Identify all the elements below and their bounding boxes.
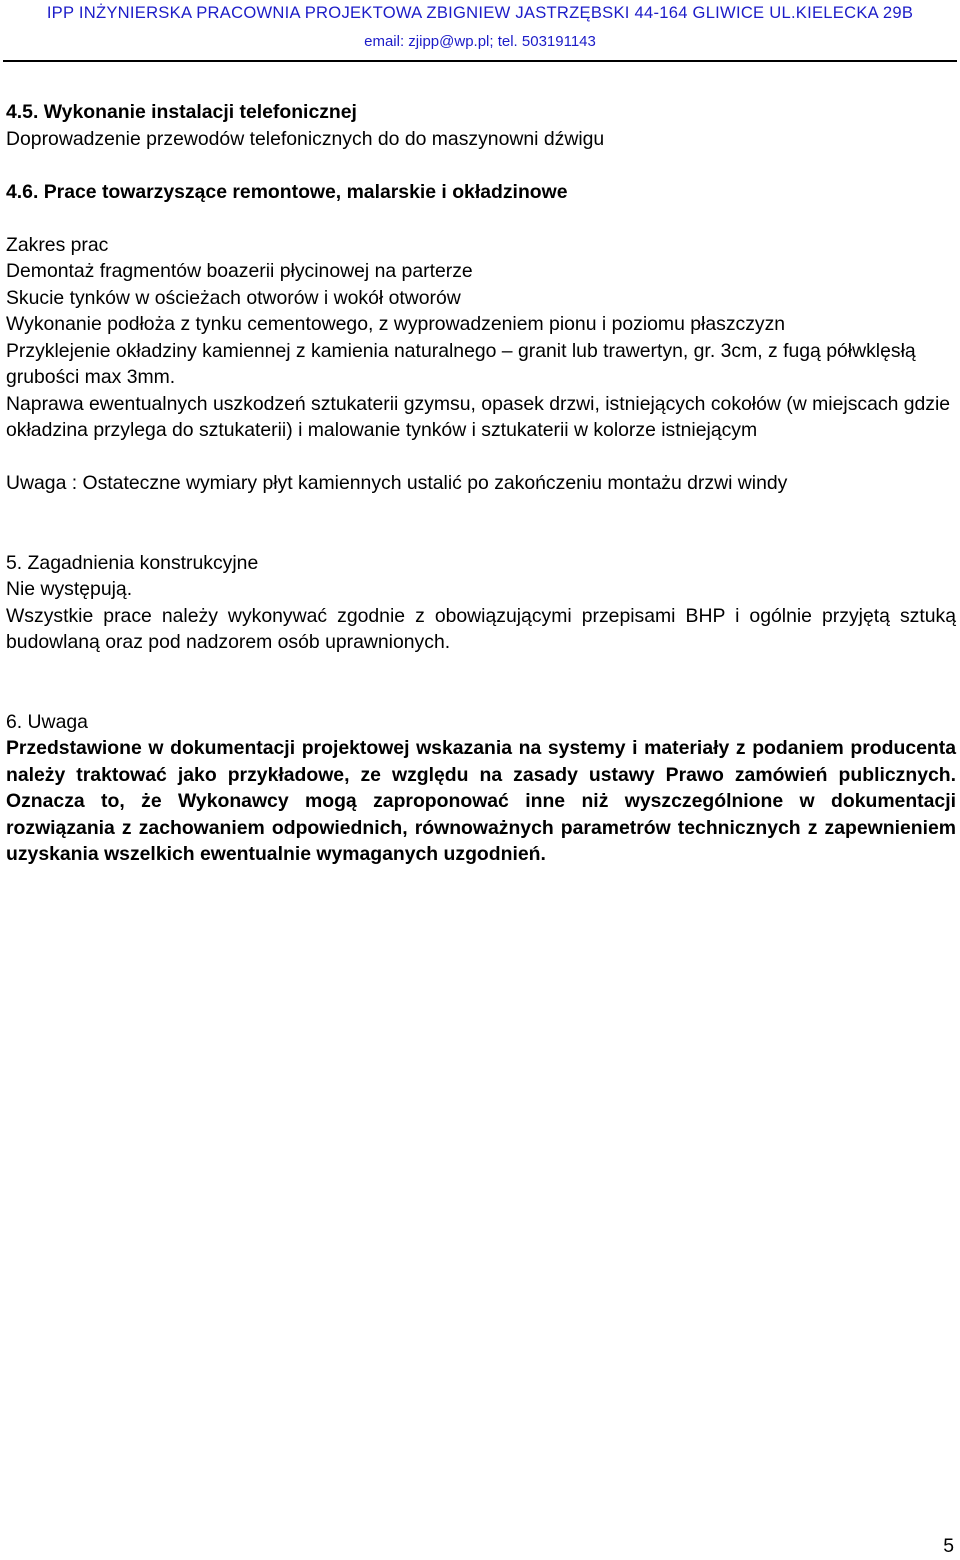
contact-header-line: email: zjipp@wp.pl; tel. 503191143 [364,33,596,50]
section-6-title: 6. Uwaga [6,710,88,733]
scope-item: Demontaż fragmentów boazerii płycinowej na parterze [6,260,473,282]
section-4-5-title: 4.5. Wykonanie instalacji telefonicznej [6,101,357,123]
section-5-status: Nie występują. [6,578,133,600]
document-body [6,99,956,868]
section-5-text: Wszystkie prace należy wykonywać zgodnie z obowiązującymi przepisami BHP i ogólnie przyjętą sztuką budowlaną oraz pod nadzorem osób uprawnionych. [6,604,956,653]
dimensions-note: Uwaga : Ostateczne wymiary płyt kamiennych ustalić po zakończeniu montażu drzwi windy [6,472,788,494]
section-5-title: 5. Zagadnienia konstrukcyjne [6,551,259,574]
section-6-text: Przedstawione w dokumentacji projektowej wskazania na systemy i materiały z podaniem producenta należy traktować jako przykładowe, ze względu na zasady ustawy Prawo zamówień publicznych. Oznacza to, że Wykonawcy mogą zaproponować inne niż wyszczególnione w dokumentacji rozwiązania z zachowaniem odpowiednich, równoważnych parametrów technicznych z zapewnieniem uzyskania wszelkich ewentualnie wymaganych uzgodnień. [6,737,956,865]
scope-item: Przyklejenie okładziny kamiennej z kamienia naturalnego – granit lub trawertyn, gr. 3cm, z fugą półwklęsłą grubości max 3mm. [6,339,916,388]
company-header-line: IPP INŻYNIERSKA PRACOWNIA PROJEKTOWA ZBIGNIEW JASTRZĘBSKI 44-164 GLIWICE UL.KIELECKA 29B [46,3,914,22]
page-number: 5 [943,1535,954,1557]
section-4-6-title: 4.6. Prace towarzyszące remontowe, malarskie i okładzinowe [6,180,568,203]
scope-item: Naprawa ewentualnych uszkodzeń sztukaterii gzymsu, opasek drzwi, istniejących cokołów (w miejscach gdzie okładzina przylega do sztukaterii) i malowanie tynków i sztukaterii w kolorze istniejącym [6,392,951,441]
section-4-5-text: Doprowadzenie przewodów telefonicznych do do maszynowni dźwigu [6,127,605,150]
scope-label: Zakres prac [6,233,109,256]
scope-item: Skucie tynków w ościeżach otworów i wokół otworów [6,286,461,309]
header-divider [3,60,957,62]
scope-item: Wykonanie podłoża z tynku cementowego, z wyprowadzeniem pionu i poziomu płaszczyzn [6,313,786,335]
